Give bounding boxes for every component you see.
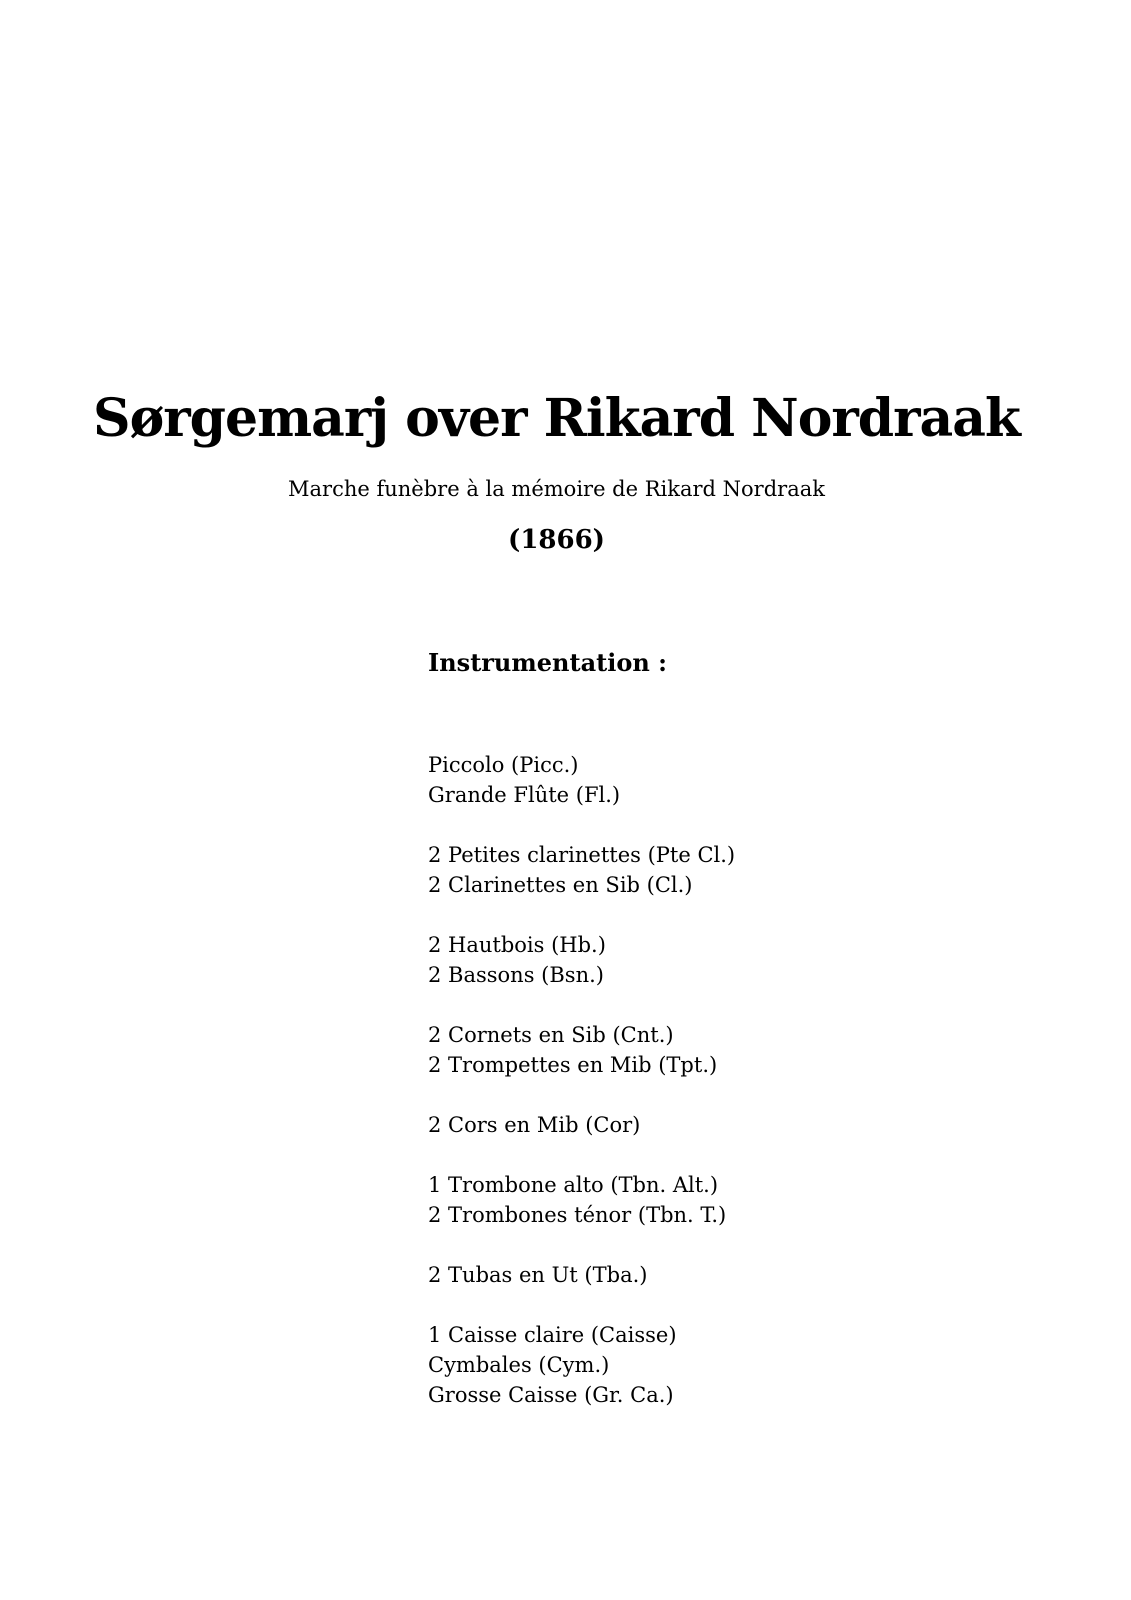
instrument-line: 1 Trombone alto (Tbn. Alt.) [428, 1173, 719, 1197]
instrument-group [428, 1020, 735, 1080]
composition-year: (1866) [508, 525, 605, 555]
instrument-group [428, 750, 735, 810]
instrument-line: 2 Hautbois (Hb.) [428, 933, 606, 957]
instrument-group [428, 1320, 735, 1410]
instrument-line: 2 Cors en Mib (Cor) [428, 1113, 641, 1137]
instrument-line: Grande Flûte (Fl.) [428, 783, 621, 807]
instrument-line: 2 Clarinettes en Sib (Cl.) [428, 873, 693, 897]
page-subtitle: Marche funèbre à la mémoire de Rikard Nordraak [288, 477, 825, 501]
instrument-line: 2 Trombones ténor (Tbn. T.) [428, 1203, 727, 1227]
instrument-line: 2 Petites clarinettes (Pte Cl.) [428, 843, 736, 867]
instrument-line: 2 Bassons (Bsn.) [428, 963, 604, 987]
instrument-line: 2 Cornets en Sib (Cnt.) [428, 1023, 674, 1047]
instrument-line: 2 Trompettes en Mib (Tpt.) [428, 1053, 718, 1077]
instrument-list [428, 750, 735, 1440]
instrument-group [428, 930, 735, 990]
instrument-group [428, 1260, 735, 1290]
instrument-group [428, 1110, 735, 1140]
page-title: Sørgemarj over Rikard Nordraak [93, 388, 1020, 449]
instrument-line: Grosse Caisse (Gr. Ca.) [428, 1383, 674, 1407]
instrumentation-heading: Instrumentation : [428, 648, 667, 677]
instrument-line: 1 Caisse claire (Caisse) [428, 1323, 677, 1347]
instrument-group [428, 1170, 735, 1230]
instrument-line: Cymbales (Cym.) [428, 1353, 610, 1377]
instrument-line: Piccolo (Picc.) [428, 753, 579, 777]
instrument-line: 2 Tubas en Ut (Tba.) [428, 1263, 648, 1287]
instrument-group [428, 840, 735, 900]
